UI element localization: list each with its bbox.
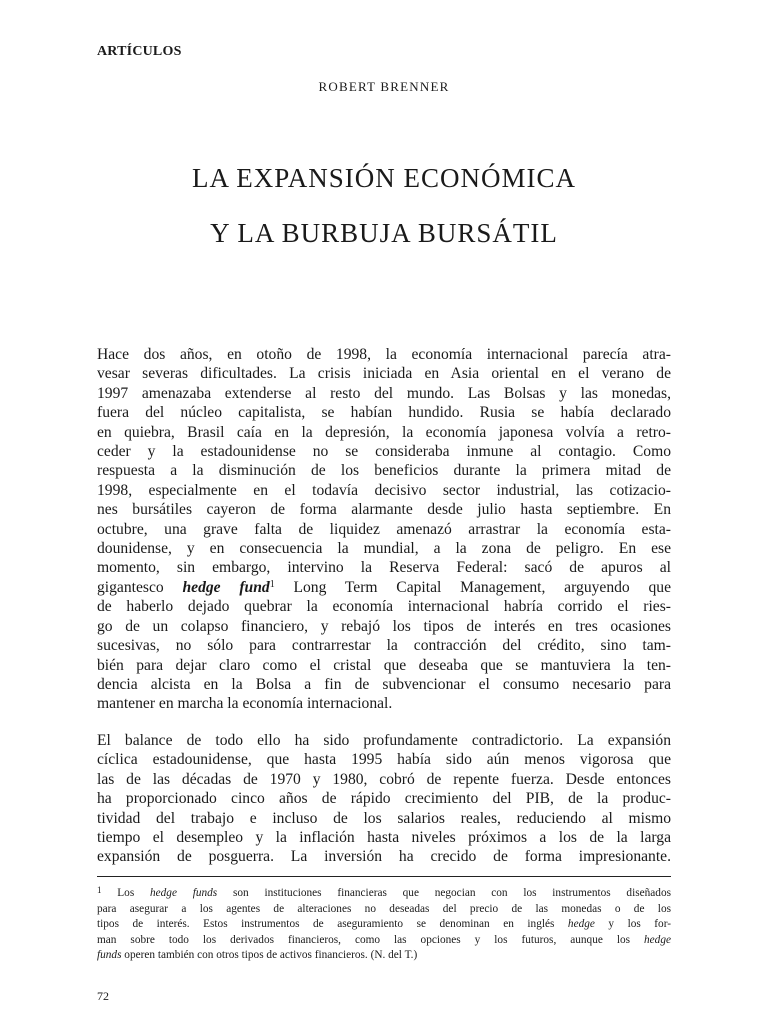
paragraph-2 [97,731,671,867]
footnote-line [97,886,671,902]
text-fragment: man sobre todo los derivados financieros, como las opciones y los futuros, aunque los [97,933,645,946]
text-line: go de un colapso financiero, y rebajó los tipos de interés en tres ocasiones [97,617,671,635]
text-fragment: gigantesco [97,578,183,596]
author-name: ROBERT BRENNER [318,79,450,94]
text-line: 1997 amenazaba extenderse al resto del mundo. Las Bolsas y las monedas, [97,384,671,402]
hedge-funds-term: hedge funds [149,887,218,899]
footnote-line [97,933,671,949]
text-line: ceder y la estadounidense no se consideraba inmune al contagio. Como [97,443,671,461]
footnote-line: para asegurar a los agentes de alteraciones no deseadas del precio de las monedas o de los [97,902,671,915]
text-line: en quiebra, Brasil caía en la depresión, la economía japonesa volvía a retro- [97,423,671,441]
text-line: respuesta a la disminución de los beneficios durante la primera mitad de [97,462,671,480]
text-line: tiempo el desempleo y la inflación hasta niveles próximos a los de la larga [97,829,671,847]
text-line: fuera del núcleo capitalista, se habían hundido. Rusia se había declarado [97,404,671,422]
text-line: El balance de todo ello ha sido profundamente contradictorio. La expansión [97,732,671,749]
footnote-line [97,917,671,933]
text-line: expansión de posguerra. La inversión ha crecido de forma impresionante. [97,848,671,866]
text-fragment: tipos de interés. Estos instrumentos de aseguramiento se denominan en inglés [97,918,555,930]
text-line: tividad del trabajo e incluso de los salarios reales, reduciendo al mismo [97,809,671,827]
text-line: nes bursátiles cayeron de forma alarmante desde julio hasta septiembre. En [97,501,671,519]
text-line: dounidense, y en consecuencia la mundial, a la zona de peligro. En ese [97,540,671,558]
text-line: cíclica estadounidense, que hasta 1995 había sido aún menos vigorosa que [97,751,671,769]
text-line: las de las décadas de 1970 y 1980, cobró de repente fuerza. Desde entonces [97,770,671,788]
text-line: mantener en marcha la economía internacional. [97,695,393,713]
text-line: ha proporcionado cinco años de rápido crecimiento del PIB, de la produc- [97,790,671,808]
text-line: vesar severas dificultades. La crisis iniciada en Asia oriental en el verano de [97,365,671,383]
footnote-reference[interactable]: 1 [269,578,275,590]
text-line: sucesivas, no sólo para contrarrestar la contracción del crédito, sino tam- [97,637,671,655]
text-line: octubre, una grave falta de liquidez amenazó arrastrar la economía esta- [97,520,671,538]
hedge-term: hedge [567,918,595,930]
article-title-line-2: Y LA BURBUJA BURSÁTIL [210,218,558,248]
page-number: 72 [97,989,109,1003]
section-label: ARTÍCULOS [97,44,182,59]
hedge-term: hedge [644,933,671,946]
text-line: dencia alcista en la Bolsa a fin de subvencionar el consumo necesario para [97,675,671,693]
text-line: 1998, especialmente en el todavía decisivo sector industrial, las cotizacio- [97,481,671,499]
text-line: momento, sin embargo, intervino la Reserva Federal: sacó de apuros al [97,559,671,577]
article-title-line-1: LA EXPANSIÓN ECONÓMICA [191,163,577,193]
text-line: bién para dejar claro como el cristal que deseaba que se mantuviera la ten- [97,656,671,674]
footnote-mark: 1 [97,885,102,895]
text-line: Hace dos años, en otoño de 1998, la economía internacional parecía atra- [97,346,671,363]
text-fragment: Long Term Capital Management, arguyendo que [274,578,672,596]
text-line: de haberlo dejado quebrar la economía internacional habría corrido el ries- [97,598,671,616]
text-fragment: operen también con otros tipos de activos financieros. (N. del T.) [121,949,418,961]
text-line-hedge-fund [97,578,671,597]
footnote [97,886,671,964]
hedge-fund-term: hedge fund [182,578,270,596]
funds-term: funds [97,949,122,961]
footnote-divider [97,876,671,877]
paragraph-1 [97,345,671,714]
text-fragment: y los for- [594,918,672,930]
footnote-line [97,948,671,964]
text-fragment: son instituciones financieras que negocian con los instrumentos diseñados [217,887,671,899]
text-fragment: Los [101,887,150,899]
